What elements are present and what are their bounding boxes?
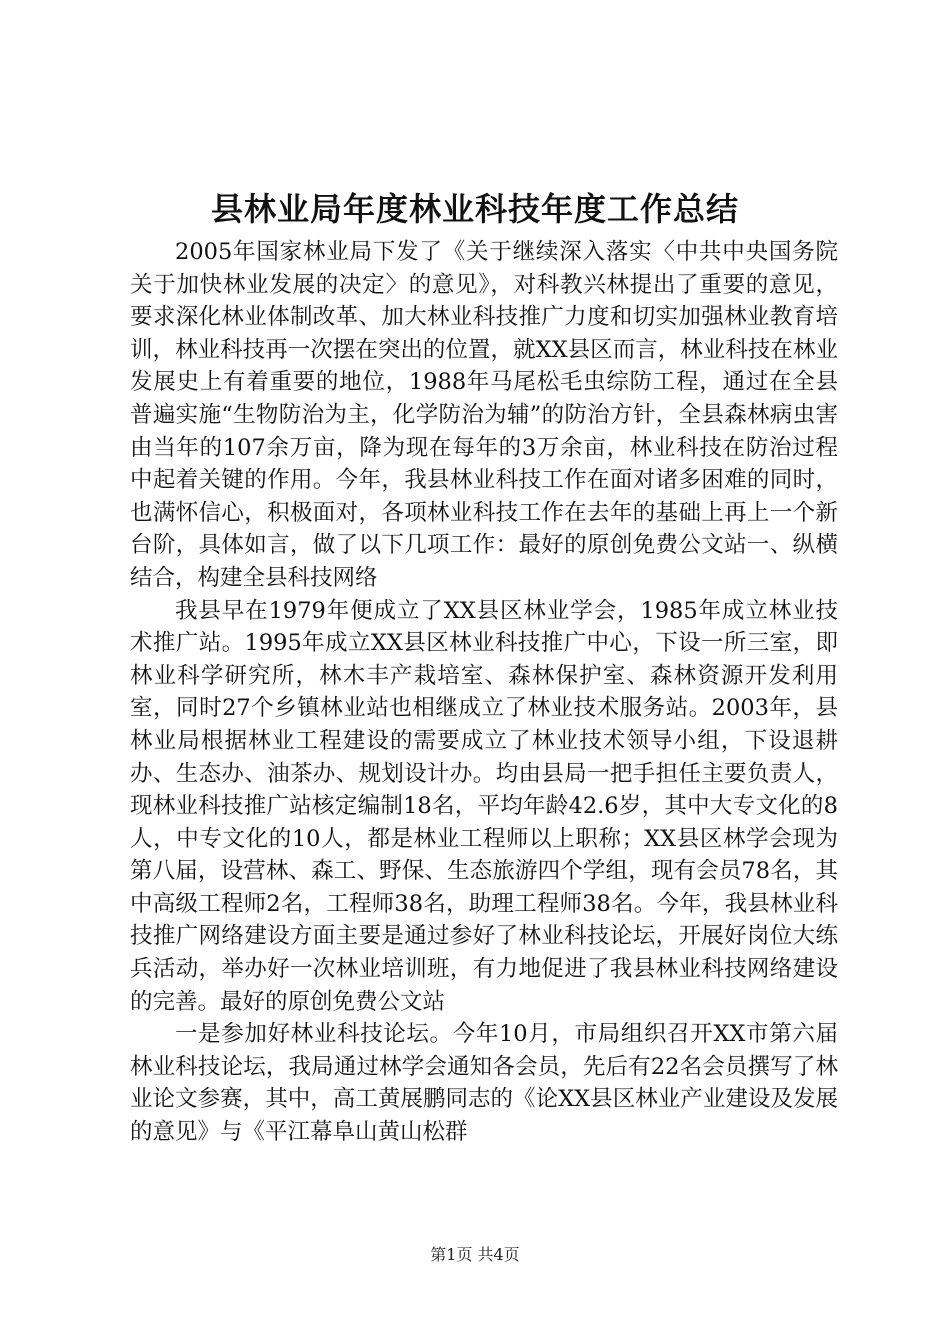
page-footer: 第1页 共4页: [430, 1245, 520, 1264]
document-title: 县林业局年度林业科技年度工作总结: [210, 190, 739, 228]
paragraph: 我县早在1979年便成立了XX县区林业学会，1985年成立林业技术推广站。1995年成立XX县区林业科技推广中心，下设一所三室，即林业科学研究所，林木丰产栽培室、森林保护室、森林资源开发利用室，同时27个乡镇林业站也相继成立了林业技术服务站。2003年，县林业局根据林业工程建设的需要成立了林业技术领导小组，下设退耕办、生态办、油茶办、规划设计办。均由县局一把手担任主要负责人，现林业科技推广站核定编制18名，平均年龄42.6岁，其中大专文化的8人，中专文化的10人，都是林业工程师以上职称；XX县区林学会现为第八届，设营林、森工、野保、生态旅游四个学组，现有会员78名，其中高级工程师2名，工程师38名，助理工程师38名。今年，我县林业科技推广网络建设方面主要是通过参好了林业科技论坛，开展好岗位大练兵活动，举办好一次林业培训班，有力地促进了我县林业科技网络建设的完善。最好的原创免费公文站: [130, 597, 838, 1015]
paragraph: 一是参加好林业科技论坛。今年10月，市局组织召开XX市第六届林业科技论坛，我局通过林学会通知各会员，先后有22名会员撰写了林业论文参赛，其中，高工黄展鹏同志的《论XX县区林业产业建设及发展的意见》与《平江幕阜山黄山松群: [130, 1021, 838, 1146]
paragraph: 2005年国家林业局下发了《关于继续深入落实〈中共中央国务院关于加快林业发展的决定〉的意见》，对科教兴林提出了重要的意见，要求深化林业体制改革、加大林业科技推广力度和切实加强林业教育培训，林业科技再一次摆在突出的位置，就XX县区而言，林业科技在林业发展史上有着重要的地位，1988年马尾松毛虫综防工程，通过在全县普遍实施“生物防治为主，化学防治为辅”的防治方针，全县森林病虫害由当年的107余万亩，降为现在每年的3万余亩，林业科技在防治过程中起着关键的作用。今年，我县林业科技工作在面对诸多困难的同时，也满怀信心，积极面对，各项林业科技工作在去年的基础上再上一个新台阶，具体如言，做了以下几项工作：最好的原创免费公文站一、纵横结合，构建全县科技网络: [130, 239, 838, 591]
document-body: [130, 236, 838, 1149]
